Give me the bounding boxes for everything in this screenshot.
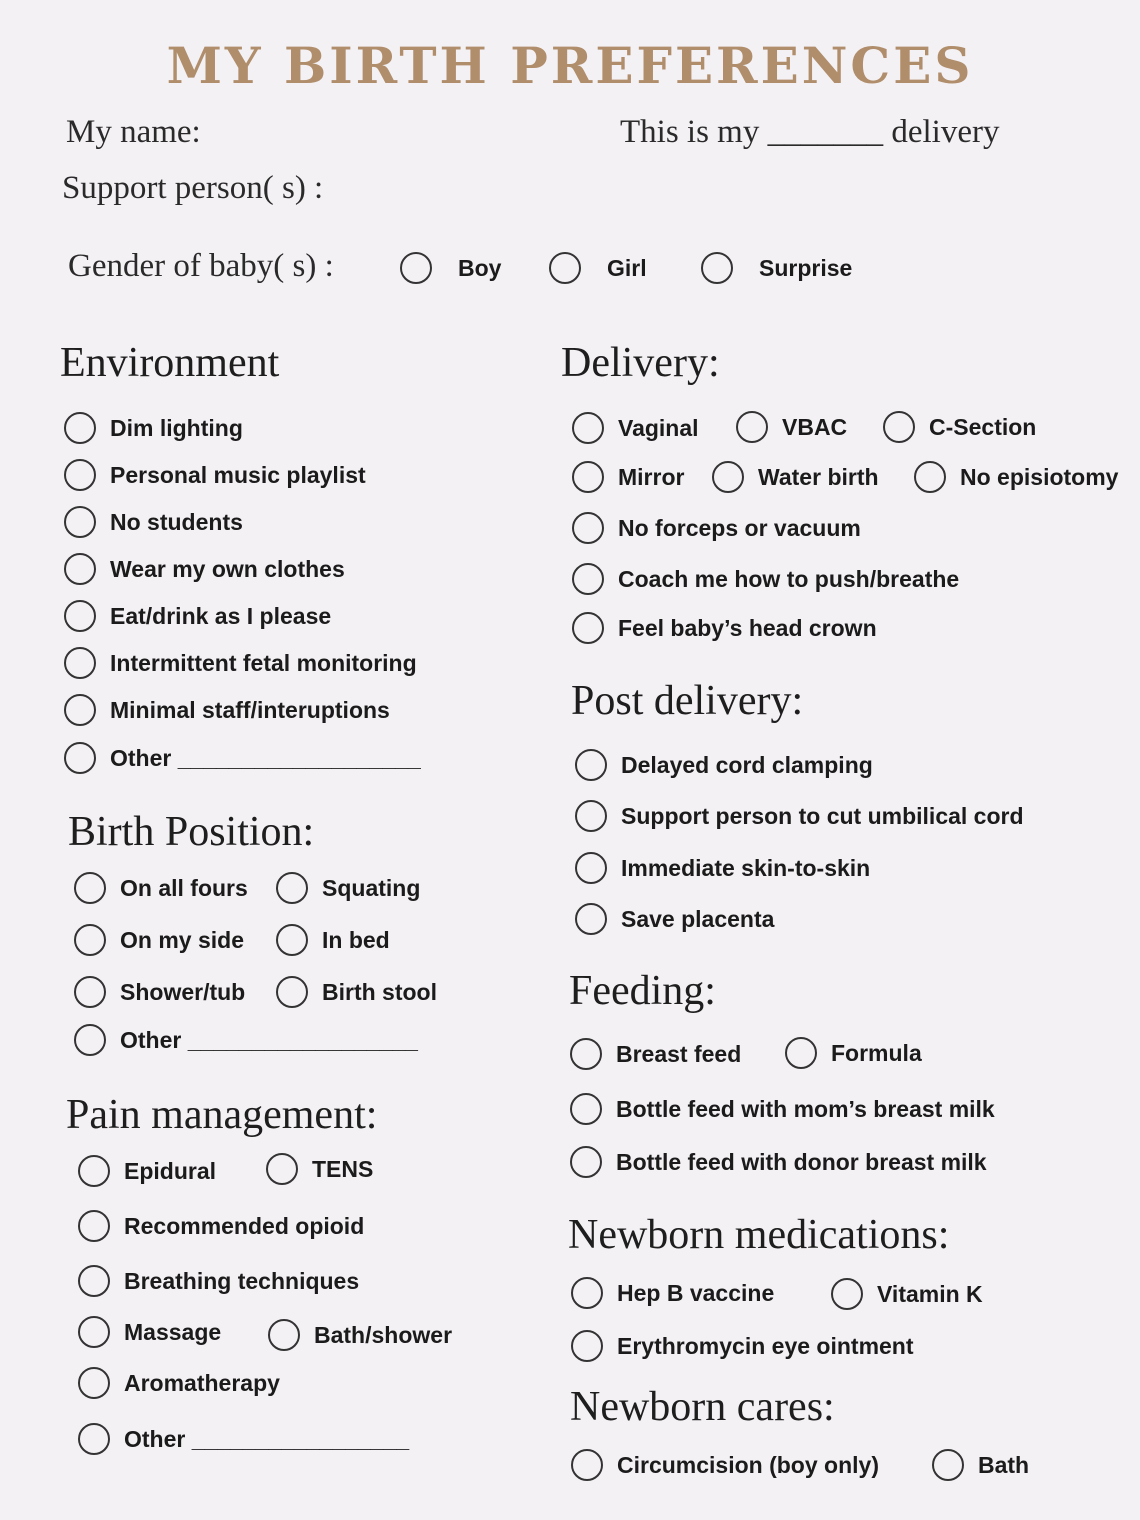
checkbox-water-birth[interactable] — [712, 461, 879, 493]
checkbox-shower-tub[interactable] — [74, 976, 245, 1008]
checkbox-vaginal[interactable] — [572, 412, 699, 444]
option-label: No students — [110, 508, 243, 535]
checkbox-bottle-donor-milk[interactable] — [570, 1146, 987, 1178]
checkbox-bath-shower[interactable] — [268, 1319, 452, 1351]
option-label: Water birth — [758, 463, 879, 490]
option-label: Birth stool — [322, 978, 437, 1005]
option-label: Surprise — [759, 254, 853, 281]
checkbox-epidural[interactable] — [78, 1155, 216, 1187]
option-label: Save placenta — [621, 905, 775, 932]
option-label: VBAC — [782, 413, 848, 440]
checkbox-coach-push[interactable] — [572, 563, 959, 595]
option-label: Squating — [322, 874, 421, 901]
option-label: Other _________________ — [124, 1425, 410, 1452]
option-label: On my side — [120, 926, 244, 953]
radio-circle-icon[interactable] — [575, 800, 607, 832]
checkbox-bottle-mom-milk[interactable] — [570, 1093, 995, 1125]
section-title-newborn-medications: Newborn medications: — [568, 1212, 950, 1258]
option-label: Epidural — [124, 1157, 217, 1184]
radio-circle-icon[interactable] — [571, 1277, 603, 1309]
option-label: Bath — [978, 1451, 1030, 1478]
radio-circle-icon[interactable] — [570, 1038, 602, 1070]
option-label: Breast feed — [616, 1040, 742, 1067]
checkbox-eat-drink[interactable] — [64, 600, 331, 632]
option-label: Eat/drink as I please — [110, 602, 332, 629]
option-label: Massage — [124, 1318, 222, 1345]
option-label: Coach me how to push/breathe — [618, 565, 960, 592]
option-label: Vitamin K — [877, 1280, 983, 1307]
section-title-newborn-cares: Newborn cares: — [570, 1384, 835, 1430]
radio-circle-icon[interactable] — [268, 1319, 300, 1351]
radio-circle-icon[interactable] — [64, 600, 96, 632]
option-label: Boy — [458, 254, 502, 281]
section-title-pain-management: Pain management: — [66, 1092, 378, 1138]
radio-circle-icon[interactable] — [571, 1330, 603, 1362]
option-label: No episiotomy — [960, 463, 1119, 490]
option-label: Recommended opioid — [124, 1212, 365, 1239]
option-label: Circumcision (boy only) — [617, 1451, 879, 1478]
option-label: Erythromycin eye ointment — [617, 1332, 914, 1359]
radio-circle-icon[interactable] — [276, 924, 308, 956]
radio-circle-icon[interactable] — [78, 1265, 110, 1297]
checkbox-pain-other[interactable] — [78, 1423, 409, 1455]
checkbox-bath[interactable] — [932, 1449, 1029, 1481]
radio-circle-icon[interactable] — [78, 1155, 110, 1187]
checkbox-own-clothes[interactable] — [64, 553, 345, 585]
radio-circle-icon[interactable] — [276, 872, 308, 904]
checkbox-position-other[interactable] — [74, 1024, 418, 1056]
option-label: Other ___________________ — [110, 744, 421, 771]
radio-circle-icon[interactable] — [400, 252, 432, 284]
option-label: Wear my own clothes — [110, 555, 345, 582]
radio-circle-icon[interactable] — [74, 924, 106, 956]
radio-circle-icon[interactable] — [572, 412, 604, 444]
checkbox-vbac[interactable] — [736, 411, 847, 443]
option-label: Aromatherapy — [124, 1369, 280, 1396]
radio-circle-icon[interactable] — [64, 742, 96, 774]
delivery-number-label: This is my _______ delivery — [620, 114, 1000, 150]
gender-label: Gender of baby( s) : — [68, 248, 334, 284]
radio-circle-icon[interactable] — [74, 872, 106, 904]
checkbox-dim-lighting[interactable] — [64, 412, 243, 444]
checkbox-squating[interactable] — [276, 872, 420, 904]
radio-circle-icon[interactable] — [785, 1037, 817, 1069]
support-person-label: Support person( s) : — [62, 170, 324, 206]
checkbox-erythromycin[interactable] — [571, 1330, 914, 1362]
radio-circle-icon[interactable] — [78, 1210, 110, 1242]
checkbox-no-forceps[interactable] — [572, 512, 861, 544]
checkbox-cut-cord[interactable] — [575, 800, 1024, 832]
radio-circle-icon[interactable] — [74, 1024, 106, 1056]
checkbox-delayed-clamping[interactable] — [575, 749, 873, 781]
radio-circle-icon[interactable] — [276, 976, 308, 1008]
option-label: Minimal staff/interuptions — [110, 696, 390, 723]
radio-circle-icon[interactable] — [575, 903, 607, 935]
checkbox-breast-feed[interactable] — [570, 1038, 741, 1070]
checkbox-head-crown[interactable] — [572, 612, 877, 644]
radio-circle-icon[interactable] — [64, 412, 96, 444]
option-label: Hep B vaccine — [617, 1279, 775, 1306]
radio-circle-icon[interactable] — [64, 647, 96, 679]
checkbox-c-section[interactable] — [883, 411, 1036, 443]
radio-circle-icon[interactable] — [575, 749, 607, 781]
option-label: Dim lighting — [110, 414, 243, 441]
checkbox-circumcision[interactable] — [571, 1449, 879, 1481]
name-label: My name: — [66, 114, 201, 150]
checkbox-environment-other[interactable] — [64, 742, 421, 774]
radio-circle-icon[interactable] — [64, 553, 96, 585]
checkbox-no-episiotomy[interactable] — [914, 461, 1118, 493]
radio-circle-icon[interactable] — [572, 612, 604, 644]
radio-circle-icon[interactable] — [78, 1367, 110, 1399]
radio-circle-icon[interactable] — [575, 852, 607, 884]
radio-circle-icon[interactable] — [883, 411, 915, 443]
checkbox-save-placenta[interactable] — [575, 903, 774, 935]
radio-circle-icon[interactable] — [701, 252, 733, 284]
checkbox-fetal-monitoring[interactable] — [64, 647, 417, 679]
radio-circle-icon[interactable] — [570, 1093, 602, 1125]
option-label: Support person to cut umbilical cord — [621, 802, 1024, 829]
option-label: Immediate skin-to-skin — [621, 854, 871, 881]
option-label: Bottle feed with donor breast milk — [616, 1148, 987, 1175]
radio-circle-icon[interactable] — [572, 512, 604, 544]
checkbox-skin-to-skin[interactable] — [575, 852, 870, 884]
option-label: Formula — [831, 1039, 922, 1066]
checkbox-massage[interactable] — [78, 1316, 221, 1348]
option-label: Personal music playlist — [110, 461, 366, 488]
radio-circle-icon[interactable] — [572, 461, 604, 493]
gender-option-girl[interactable] — [549, 252, 647, 284]
checkbox-minimal-staff[interactable] — [64, 694, 390, 726]
checkbox-hep-b[interactable] — [571, 1277, 774, 1309]
radio-circle-icon[interactable] — [914, 461, 946, 493]
option-label: Other __________________ — [120, 1026, 418, 1053]
checkbox-on-my-side[interactable] — [74, 924, 244, 956]
radio-circle-icon[interactable] — [736, 411, 768, 443]
option-label: Shower/tub — [120, 978, 246, 1005]
checkbox-no-students[interactable] — [64, 506, 243, 538]
checkbox-tens[interactable] — [266, 1153, 373, 1185]
option-label: Intermittent fetal monitoring — [110, 649, 417, 676]
checkbox-vitamin-k[interactable] — [831, 1278, 983, 1310]
checkbox-aromatherapy[interactable] — [78, 1367, 280, 1399]
radio-circle-icon[interactable] — [712, 461, 744, 493]
page-title: MY BIRTH PREFERENCES — [166, 36, 974, 95]
radio-circle-icon[interactable] — [64, 506, 96, 538]
option-label: Breathing techniques — [124, 1267, 360, 1294]
checkbox-music-playlist[interactable] — [64, 459, 366, 491]
option-label: C-Section — [929, 413, 1037, 440]
radio-circle-icon[interactable] — [571, 1449, 603, 1481]
option-label: TENS — [312, 1155, 374, 1182]
radio-circle-icon[interactable] — [570, 1146, 602, 1178]
section-title-post-delivery: Post delivery: — [571, 678, 804, 724]
radio-circle-icon[interactable] — [932, 1449, 964, 1481]
radio-circle-icon[interactable] — [64, 694, 96, 726]
checkbox-formula[interactable] — [785, 1037, 922, 1069]
option-label: Bath/shower — [314, 1321, 453, 1348]
option-label: Feel baby’s head crown — [618, 614, 877, 641]
option-label: Mirror — [618, 463, 685, 490]
option-label: Vaginal — [618, 414, 699, 441]
checkbox-all-fours[interactable] — [74, 872, 248, 904]
option-label: On all fours — [120, 874, 248, 901]
option-label: Delayed cord clamping — [621, 751, 873, 778]
radio-circle-icon[interactable] — [64, 459, 96, 491]
option-label: Girl — [607, 254, 647, 281]
checkbox-birth-stool[interactable] — [276, 976, 437, 1008]
gender-option-surprise[interactable] — [701, 252, 852, 284]
checkbox-mirror[interactable] — [572, 461, 684, 493]
radio-circle-icon[interactable] — [549, 252, 581, 284]
gender-option-boy[interactable] — [400, 252, 501, 284]
radio-circle-icon[interactable] — [572, 563, 604, 595]
checkbox-in-bed[interactable] — [276, 924, 390, 956]
option-label: In bed — [322, 926, 390, 953]
radio-circle-icon[interactable] — [266, 1153, 298, 1185]
radio-circle-icon[interactable] — [78, 1423, 110, 1455]
radio-circle-icon[interactable] — [831, 1278, 863, 1310]
option-label: Bottle feed with mom’s breast milk — [616, 1095, 995, 1122]
section-title-birth-position: Birth Position: — [68, 809, 315, 855]
checkbox-breathing[interactable] — [78, 1265, 359, 1297]
radio-circle-icon[interactable] — [78, 1316, 110, 1348]
checkbox-opioid[interactable] — [78, 1210, 364, 1242]
radio-circle-icon[interactable] — [74, 976, 106, 1008]
option-label: No forceps or vacuum — [618, 514, 861, 541]
section-title-feeding: Feeding: — [569, 968, 716, 1014]
section-title-delivery: Delivery: — [561, 340, 720, 386]
section-title-environment: Environment — [60, 340, 280, 386]
